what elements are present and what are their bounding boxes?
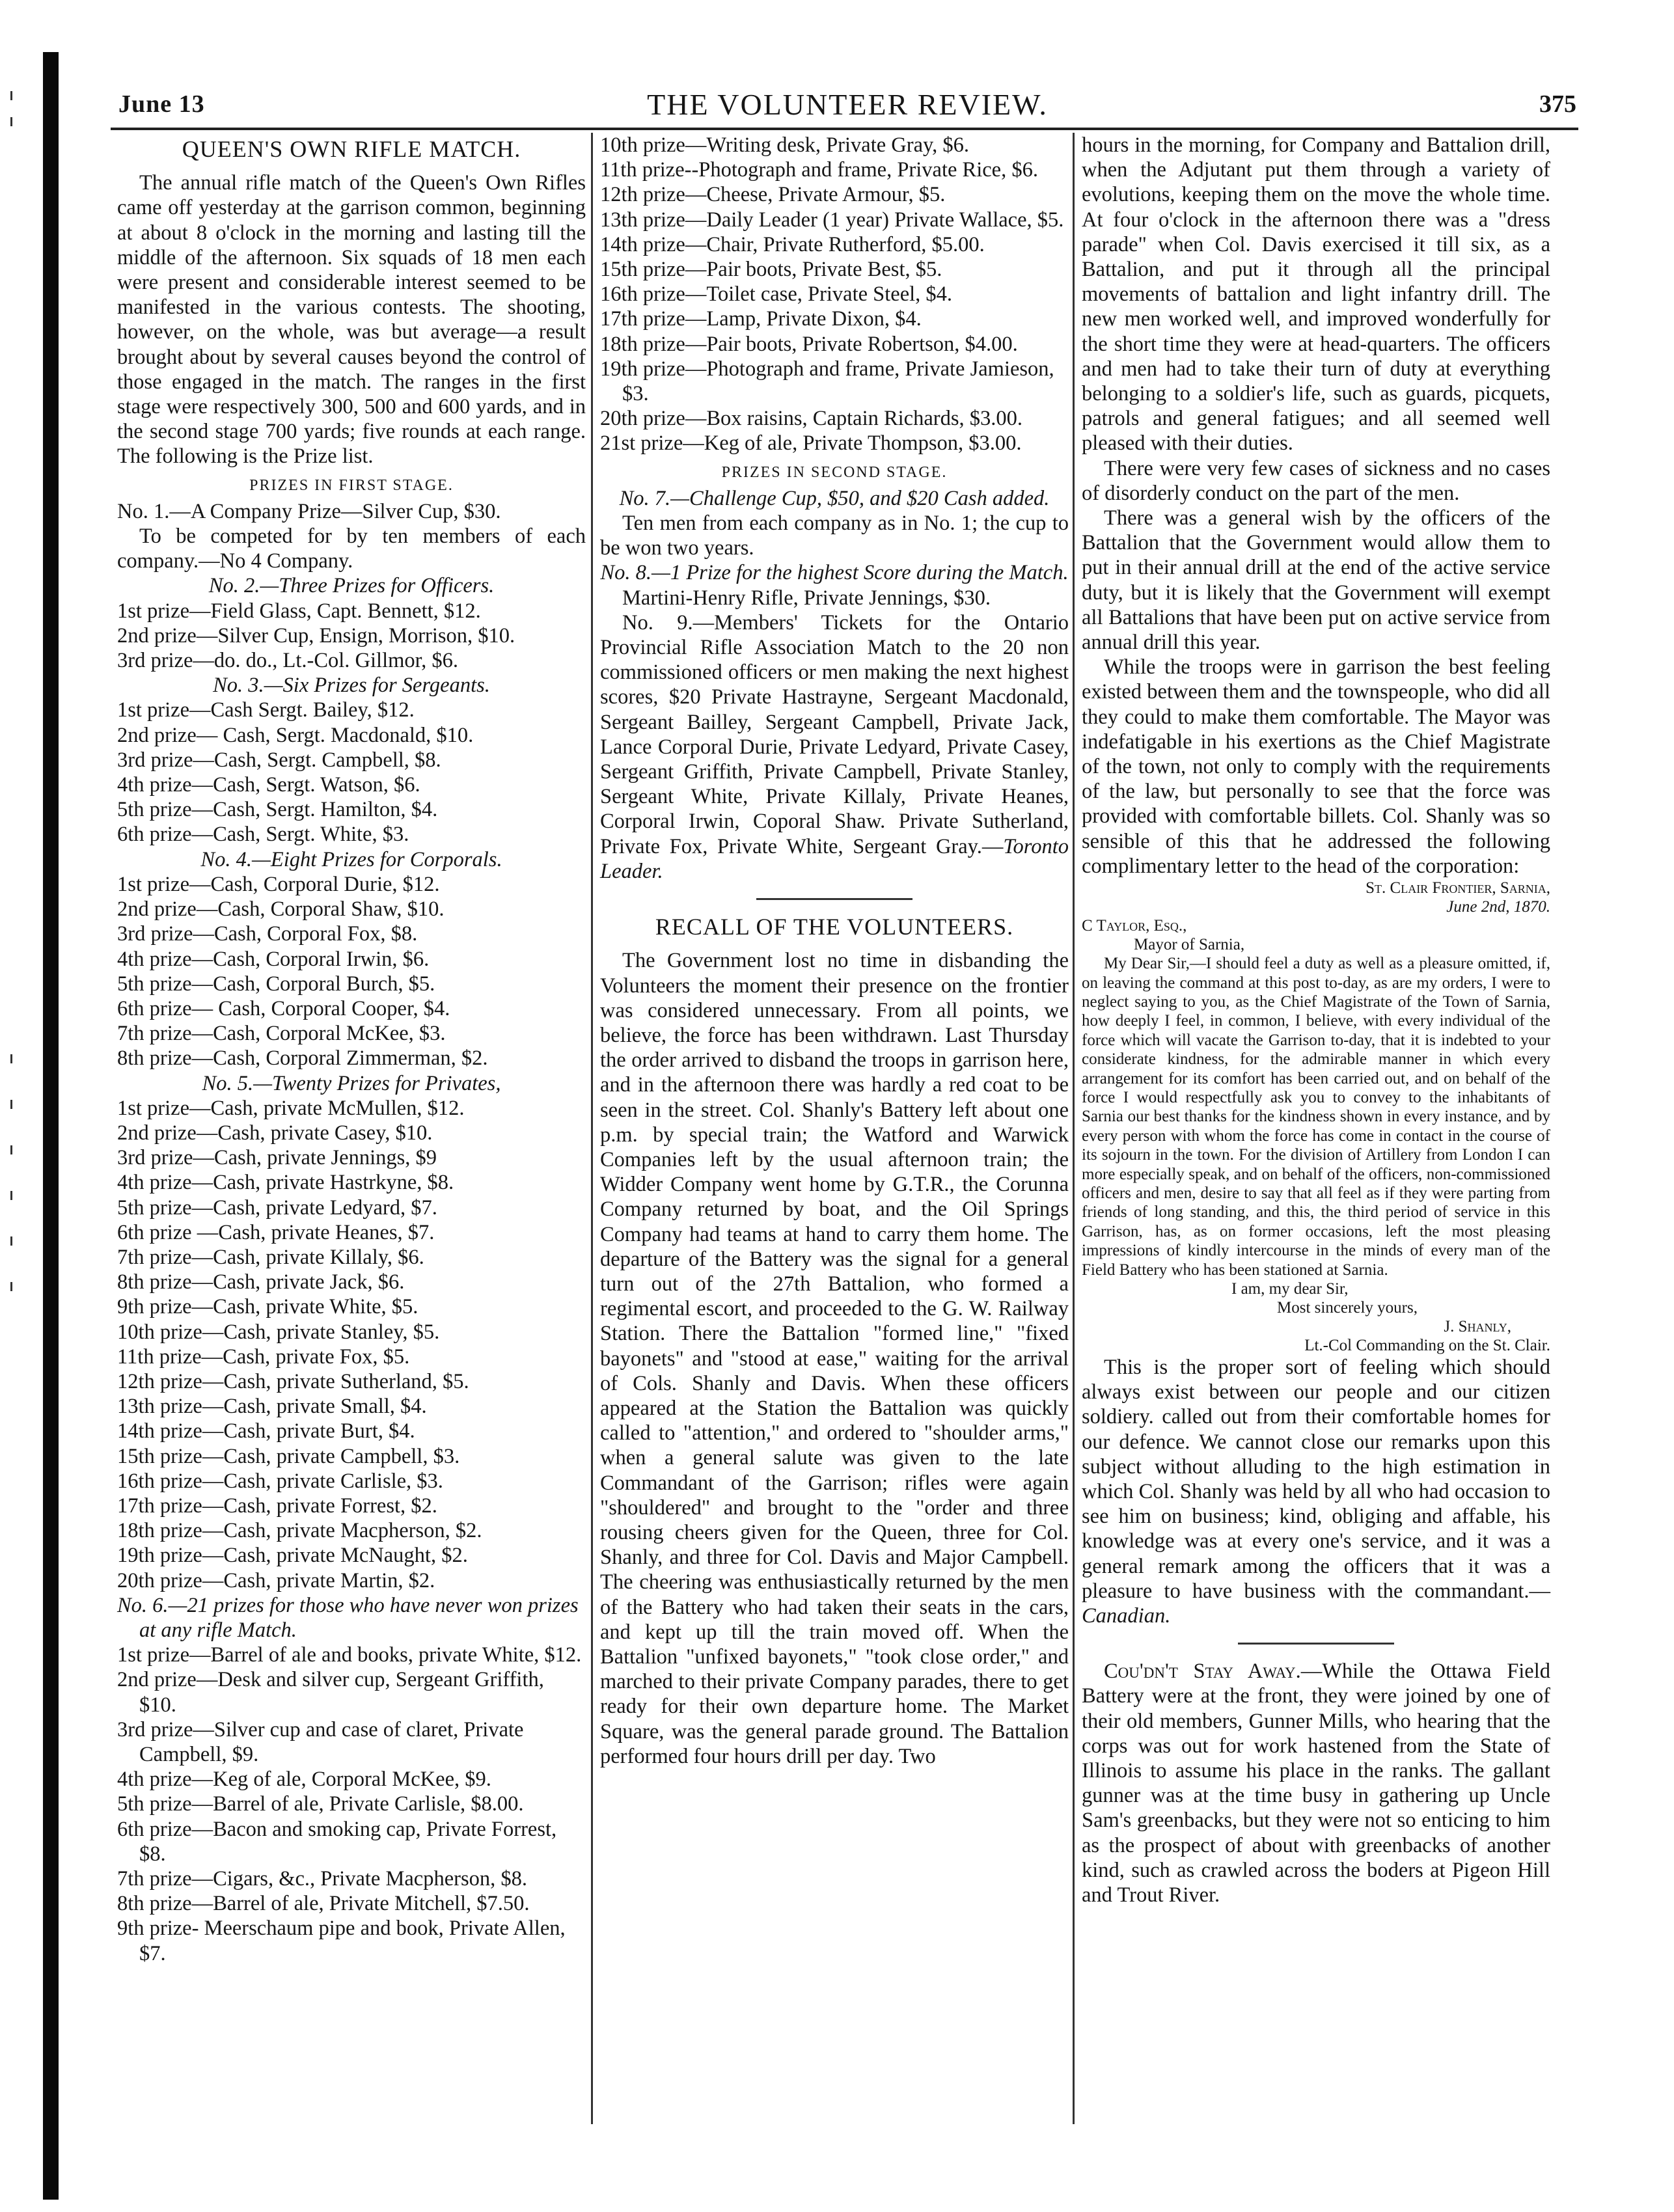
prize-entry: 17th prize—Cash, private Forrest, $2. bbox=[117, 1494, 437, 1518]
prize-category-text: Ten men from each company as in No. 1; the cup to be won two years. bbox=[600, 512, 1069, 560]
article-paragraph: The annual rifle match of the Queen's Own Rifles came off yesterday at the garrison common, beginning at about 8 o'clock in the morning and lasting till the middle of the afternoon. Six squads of 18 men each were present and considerable interest seemed to be manifested in the various contests. The shooting, however, on the whole, was but average—a result brought about by several causes beyond the control of those engaged in the match. The ranges in the first stage were respectively 300, 500 and 600 yards, and in the second stage 700 yards; five rounds at each range. The following is the Prize list. bbox=[117, 171, 586, 469]
page-header bbox=[118, 85, 1576, 124]
letter-dateline: St. Clair Frontier, Sarnia, bbox=[1365, 879, 1550, 897]
prize-entry: 9th prize—Cash, private White, $5. bbox=[117, 1295, 419, 1319]
prize-entry: 7th prize—Cash, private Killaly, $6. bbox=[117, 1245, 424, 1269]
binding-shadow bbox=[43, 52, 59, 2200]
prize-entry: 14th prize—Chair, Private Rutherford, $5.00. bbox=[600, 232, 985, 256]
article-paragraph bbox=[1082, 1659, 1550, 1907]
prize-entry: 8th prize—Barrel of ale, Private Mitchell, $7.50. bbox=[117, 1892, 530, 1916]
letter-closing: I am, my dear Sir, bbox=[1231, 1280, 1349, 1298]
prize-entry: 20th prize—Cash, private Martin, $2. bbox=[117, 1568, 435, 1592]
members-tickets-text: No. 9.—Members' Tickets for the Ontario Provincial Rifle Association Match to the 20 non commissioned officers or men making the next highest scores, $20 Private Hastrayne, Sergeant Macdonald, Sergeant Bailley, Sergeant Campbell, Private Jack, Lance Corporal Durie, Private Ledyard, Private Casey, Sergeant Griffith, Private Campbell, Private Stanley, Sergeant White, Private Killaly, Private Heanes, Corporal Irwin, Coporal Shaw. Private Sutherland, Private Fox, Private White, Sergeant Gray.— bbox=[600, 610, 1069, 858]
prize-entry: 8th prize—Cash, Corporal Zimmerman, $2. bbox=[117, 1046, 488, 1071]
prize-list bbox=[117, 599, 586, 674]
prize-entry: 9th prize- Meerschaum pipe and book, Private Allen, $7. bbox=[117, 1917, 566, 1965]
editorial-text: This is the proper sort of feeling which should always exist between our people and our citizen soldiery. called out from their comfortable homes for our defence. We cannot close our remarks upon this subject without alluding to the high estimation in which Col. Shanly was held by all who had occasion to see him on business; kind, obliging and affable, his knowledge was at every one's service, and it was a general remark among the officers that it was a pleasure to have business with the commandant.— bbox=[1082, 1356, 1550, 1603]
column-3 bbox=[1082, 133, 1550, 1907]
prize-list bbox=[600, 133, 1069, 456]
prize-entry: 10th prize—Writing desk, Private Gray, $6. bbox=[600, 133, 970, 157]
article-paragraph: While the troops were in garrison the best feeling existed between them and the townspeople, who did all they could to make them comfortable. The Mayor was indefatigable in his exertions as the Chief Magistrate of the town, not only to comply with the requirements of the law, but personally to see that the force was provided with comfortable billets. Col. Shanly was so sensible of this that he addressed the following complimentary letter to the head of the corporation: bbox=[1082, 655, 1550, 878]
header-rule bbox=[111, 128, 1578, 130]
prize-entry: 3rd prize—Silver cup and case of claret, Private Campbell, $9. bbox=[117, 1717, 524, 1766]
prize-entry: 1st prize—Cash, Corporal Durie, $12. bbox=[117, 872, 440, 896]
prize-entry: 6th prize—Bacon and smoking cap, Private Forrest, $8. bbox=[117, 1817, 557, 1866]
source-credit: Toronto Leader. bbox=[600, 834, 1069, 883]
prize-entry: 10th prize—Cash, private Stanley, $5. bbox=[117, 1320, 440, 1344]
short-item-text: —While the Ottawa Field Battery were at the front, they were joined by one of their old members, Gunner Mills, who hearing that the corps was out for work hastened from the State of Illinois to assume his place in the ranks. The gallant gunner was at the time busy in gathering up Uncle Sam's greenbacks, but they were not so enticing to him as the prospect of about with greenbacks of another kind, such as crawled across the boders at Pigeon Hill and Trout River. bbox=[1082, 1659, 1551, 1907]
prize-list bbox=[117, 698, 586, 847]
prize-entry: 1st prize—Cash, private McMullen, $12. bbox=[117, 1096, 465, 1120]
prize-list bbox=[117, 1643, 586, 1966]
prize-entry: 3rd prize—Cash, private Jennings, $9 bbox=[117, 1146, 437, 1170]
prize-entry: 2nd prize—Cash, Corporal Shaw, $10. bbox=[117, 897, 445, 922]
page-margin-marks bbox=[0, 0, 26, 2212]
prize-entry: 1st prize—Cash Sergt. Bailey, $12. bbox=[117, 698, 415, 722]
prize-entry: 7th prize—Cigars, &c., Private Macpherson, $8. bbox=[117, 1867, 527, 1891]
prize-entry: 19th prize—Photograph and frame, Private Jamieson, $3. bbox=[600, 357, 1054, 406]
prize-entry: 3rd prize—Cash, Corporal Fox, $8. bbox=[117, 922, 418, 946]
prize-winner: Martini-Henry Rifle, Private Jennings, $30. bbox=[622, 586, 991, 610]
article-paragraph: There was a general wish by the officers of the Battalion that the Government would allow them to put in their annual drill at the end of the active service duty, but it is likely that the Government will exempt all Battalions that have been put on active service from annual drill this year. bbox=[1082, 506, 1550, 655]
prize-entry: 11th prize--Photograph and frame, Private Rice, $6. bbox=[600, 158, 1038, 182]
prize-entry: 20th prize—Box raisins, Captain Richards, $3.00. bbox=[600, 407, 1023, 431]
article-separator bbox=[756, 898, 912, 900]
letter-body: My Dear Sir,—I should feel a duty as well as a pleasure omitted, if, on leaving the command at this post to-day, as are my orders, I were to neglect saying to you, as the Chief Magistrate of the Town of Sarnia, how deeply I feel, in common, I believe, with every individual of the force which will vacate the Garrison to-day, that it is indebted to your considerate kindness, for the admirable manner in which every arrangement for its comfort has been carried out, and on behalf of the force I would respectfully ask you to convey to the inhabitants of Sarnia our best thanks for the kindness shown in every instance, and by every person with whom the force has come in contact in the course of its sojourn in the town. For the division of Artillery from London I can more especially speak, and on behalf of the officers, non-commissioned officers and men, desire to say that all feel as if they were parting from friends of long standing, and this, the third period of service in this Garrison, has, as on former occasions, left the most pleasing impressions of kindly intercourse in the minds of every man of the Field Battery who has been stationed at Sarnia. bbox=[1082, 955, 1550, 1279]
prize-entry: 4th prize—Cash, Corporal Irwin, $6. bbox=[117, 947, 430, 971]
prize-entry: 6th prize— Cash, Corporal Cooper, $4. bbox=[117, 996, 450, 1020]
prize-entry: 5th prize—Cash, private Ledyard, $7. bbox=[117, 1195, 437, 1220]
prize-entry: 6th prize—Cash, Sergt. White, $3. bbox=[117, 823, 409, 847]
prize-category-title: No. 7.—Challenge Cup, $50, and $20 Cash added. bbox=[619, 486, 1050, 510]
prize-entry: 14th prize—Cash, private Burt, $4. bbox=[117, 1419, 415, 1443]
prize-entry: 17th prize—Lamp, Private Dixon, $4. bbox=[600, 307, 922, 331]
prize-category-title: No. 5.—Twenty Prizes for Privates, bbox=[202, 1071, 501, 1095]
prize-category-title: No. 6.—21 prizes for those who have never won prizes at any rifle Match. bbox=[117, 1593, 579, 1642]
short-item-title: Cou'dn't Stay Away. bbox=[1104, 1659, 1301, 1684]
prize-entry: 15th prize—Pair boots, Private Best, $5. bbox=[600, 258, 942, 282]
prize-entry: 2nd prize—Cash, private Casey, $10. bbox=[117, 1121, 433, 1145]
column-2 bbox=[600, 133, 1069, 1769]
prize-entry: 3rd prize—Cash, Sergt. Campbell, $8. bbox=[117, 748, 441, 772]
letter-signature-title: Lt.-Col Commanding on the St. Clair. bbox=[1304, 1337, 1550, 1354]
header-page-number: 375 bbox=[1539, 90, 1576, 118]
prize-entry: 2nd prize— Cash, Sergt. Macdonald, $10. bbox=[117, 723, 474, 747]
prize-entry: 1st prize—Field Glass, Capt. Bennett, $12. bbox=[117, 599, 481, 623]
article-headline: QUEEN'S OWN RIFLE MATCH. bbox=[182, 136, 521, 162]
prize-entry: 12th prize—Cheese, Private Armour, $5. bbox=[600, 183, 946, 207]
prize-entry: 16th prize—Toilet case, Private Steel, $4. bbox=[600, 282, 953, 307]
prize-list bbox=[117, 1096, 586, 1593]
prize-category-title: No. 2.—Three Prizes for Officers. bbox=[208, 574, 495, 598]
article-paragraph bbox=[1082, 1355, 1550, 1628]
prize-entry: 5th prize—Cash, Sergt. Hamilton, $4. bbox=[117, 798, 438, 822]
prize-category-title: No. 8.—1 Prize for the highest Score during the Match. bbox=[600, 561, 1069, 585]
article-paragraph: hours in the morning, for Company and Battalion drill, when the Adjutant put them through a variety of evolutions, keeping them on the move the whole time. At four o'clock in the afternoon there was a "dress parade" when Col. Davis exercised it till six, as a Battalion, and put it through all the principal movements of battalion and light infantry drill. The new men worked well, and improved wonderfully for the short time they were at head-quarters. The officers and men had to take their turn of duty at everything belonging to a soldier's life, such as guards, picquets, patrols and general fatigues; and all seemed well pleased with their duties. bbox=[1082, 133, 1550, 456]
prize-entry: 2nd prize—Silver Cup, Ensign, Morrison, $10. bbox=[117, 623, 515, 648]
section-heading: PRIZES IN FIRST STAGE. bbox=[249, 476, 454, 494]
article-separator bbox=[1238, 1643, 1394, 1645]
letter-closing: Most sincerely yours, bbox=[1277, 1299, 1418, 1317]
letter-addressee: C Taylor, Esq., bbox=[1082, 917, 1187, 935]
prize-category-title: No. 3.—Six Prizes for Sergeants. bbox=[213, 674, 490, 698]
prize-entry: 12th prize—Cash, private Sutherland, $5. bbox=[117, 1369, 469, 1393]
column-divider bbox=[1073, 133, 1075, 2124]
source-credit: Canadian. bbox=[1082, 1604, 1171, 1628]
prize-category-text: To be competed for by ten members of each company.—No 4 Company. bbox=[117, 525, 586, 573]
prize-entry: 7th prize—Cash, Corporal McKee, $3. bbox=[117, 1022, 446, 1046]
prize-entry: 6th prize —Cash, private Heanes, $7. bbox=[117, 1220, 435, 1244]
section-heading: PRIZES IN SECOND STAGE. bbox=[721, 463, 948, 481]
prize-entry: 18th prize—Pair boots, Private Robertson, $4.00. bbox=[600, 332, 1018, 356]
prize-category-title: No. 4.—Eight Prizes for Corporals. bbox=[200, 847, 502, 871]
header-title: THE VOLUNTEER REVIEW. bbox=[647, 88, 1048, 121]
prize-entry: 19th prize—Cash, private McNaught, $2. bbox=[117, 1544, 468, 1568]
prize-entry: 13th prize—Cash, private Small, $4. bbox=[117, 1395, 427, 1419]
prize-entry: 1st prize—Barrel of ale and books, private White, $12. bbox=[117, 1643, 582, 1667]
prize-entry: 11th prize—Cash, private Fox, $5. bbox=[117, 1345, 410, 1369]
article-paragraph: The Government lost no time in disbanding the Volunteers the moment their presence on the frontier was considered unnecessary. From all points, we believe, the force has been withdrawn. Last Thursday the order arrived to disband the troops in garrison here, and in the afternoon there was hardly a red coat to be seen in the street. Col. Shanly's Battery left about one p.m. by special train; the Watford and Warwick Companies left by the usual afternoon train; the Widder Company went home by G.T.R., the Corunna Company returned by boat, and the Oil Springs Company had teams at hand to carry them home. The departure of the Battery was the signal for a general turn out of the 27th Battalion, who formed a regimental escort, and proceeded to the G. W. Railway Station. There the Battalion "formed line," "fixed bayonets" and "stood at ease," waiting for the arrival of Cols. Shanly and Davis. When these officers appeared at the Station the Battalion was quickly called to "attention," and ordered to "shoulder arms," when a general salute was given to the late Commandant of the Garrison; rifles were again "shouldered" and brought to the "order and three rousing cheers given for the Queen, three for Col. Shanly, and three for Col. Davis and Major Campbell. The cheering was enthusiastically returned by the men of the Battery who had taken their seats in the cars, and kept up till the train moved off. When the Battalion "unfixed bayonets," "took close order," and marched to their private Company parades, there to get ready for their own departure home. The Market Square, was the general parade ground. The Battalion performed four hours drill per day. Two bbox=[600, 949, 1069, 1768]
prize-entry: 13th prize—Daily Leader (1 year) Private Wallace, $5. bbox=[600, 208, 1064, 232]
prize-entry: 21st prize—Keg of ale, Private Thompson, $3.00. bbox=[600, 431, 1022, 456]
column-1 bbox=[117, 133, 586, 1966]
prize-entry: 4th prize—Cash, private Hastrkyne, $8. bbox=[117, 1171, 454, 1195]
prize-category-title: No. 1.—A Company Prize—Silver Cup, $30. bbox=[117, 499, 501, 523]
prize-entry: 5th prize—Cash, Corporal Burch, $5. bbox=[117, 972, 435, 996]
prize-entry: 8th prize—Cash, private Jack, $6. bbox=[117, 1270, 405, 1294]
prize-entry: 15th prize—Cash, private Campbell, $3. bbox=[117, 1444, 460, 1468]
prize-entry: 4th prize—Keg of ale, Corporal McKee, $9. bbox=[117, 1768, 491, 1792]
prize-entry: 5th prize—Barrel of ale, Private Carlisle, $8.00. bbox=[117, 1792, 524, 1816]
prize-entry: 16th prize—Cash, private Carlisle, $3. bbox=[117, 1469, 443, 1493]
prize-list bbox=[117, 872, 586, 1071]
prize-entry: 3rd prize—do. do., Lt.-Col. Gillmor, $6. bbox=[117, 649, 459, 673]
header-date: June 13 bbox=[118, 90, 205, 118]
prize-entry: 2nd prize—Desk and silver cup, Sergeant Griffith, $10. bbox=[117, 1668, 544, 1717]
article-headline: RECALL OF THE VOLUNTEERS. bbox=[655, 914, 1014, 940]
letter-date: June 2nd, 1870. bbox=[1446, 898, 1550, 916]
column-divider bbox=[591, 133, 593, 2124]
prize-entry: 18th prize—Cash, private Macpherson, $2. bbox=[117, 1519, 482, 1543]
letter-addressee-title: Mayor of Sarnia, bbox=[1134, 936, 1245, 954]
prize-entry: 4th prize—Cash, Sergt. Watson, $6. bbox=[117, 773, 420, 797]
letter-signature: J. Shanly, bbox=[1444, 1318, 1511, 1335]
article-paragraph: There were very few cases of sickness and no cases of disorderly conduct on the part of the men. bbox=[1082, 456, 1550, 505]
article-paragraph bbox=[600, 610, 1069, 884]
